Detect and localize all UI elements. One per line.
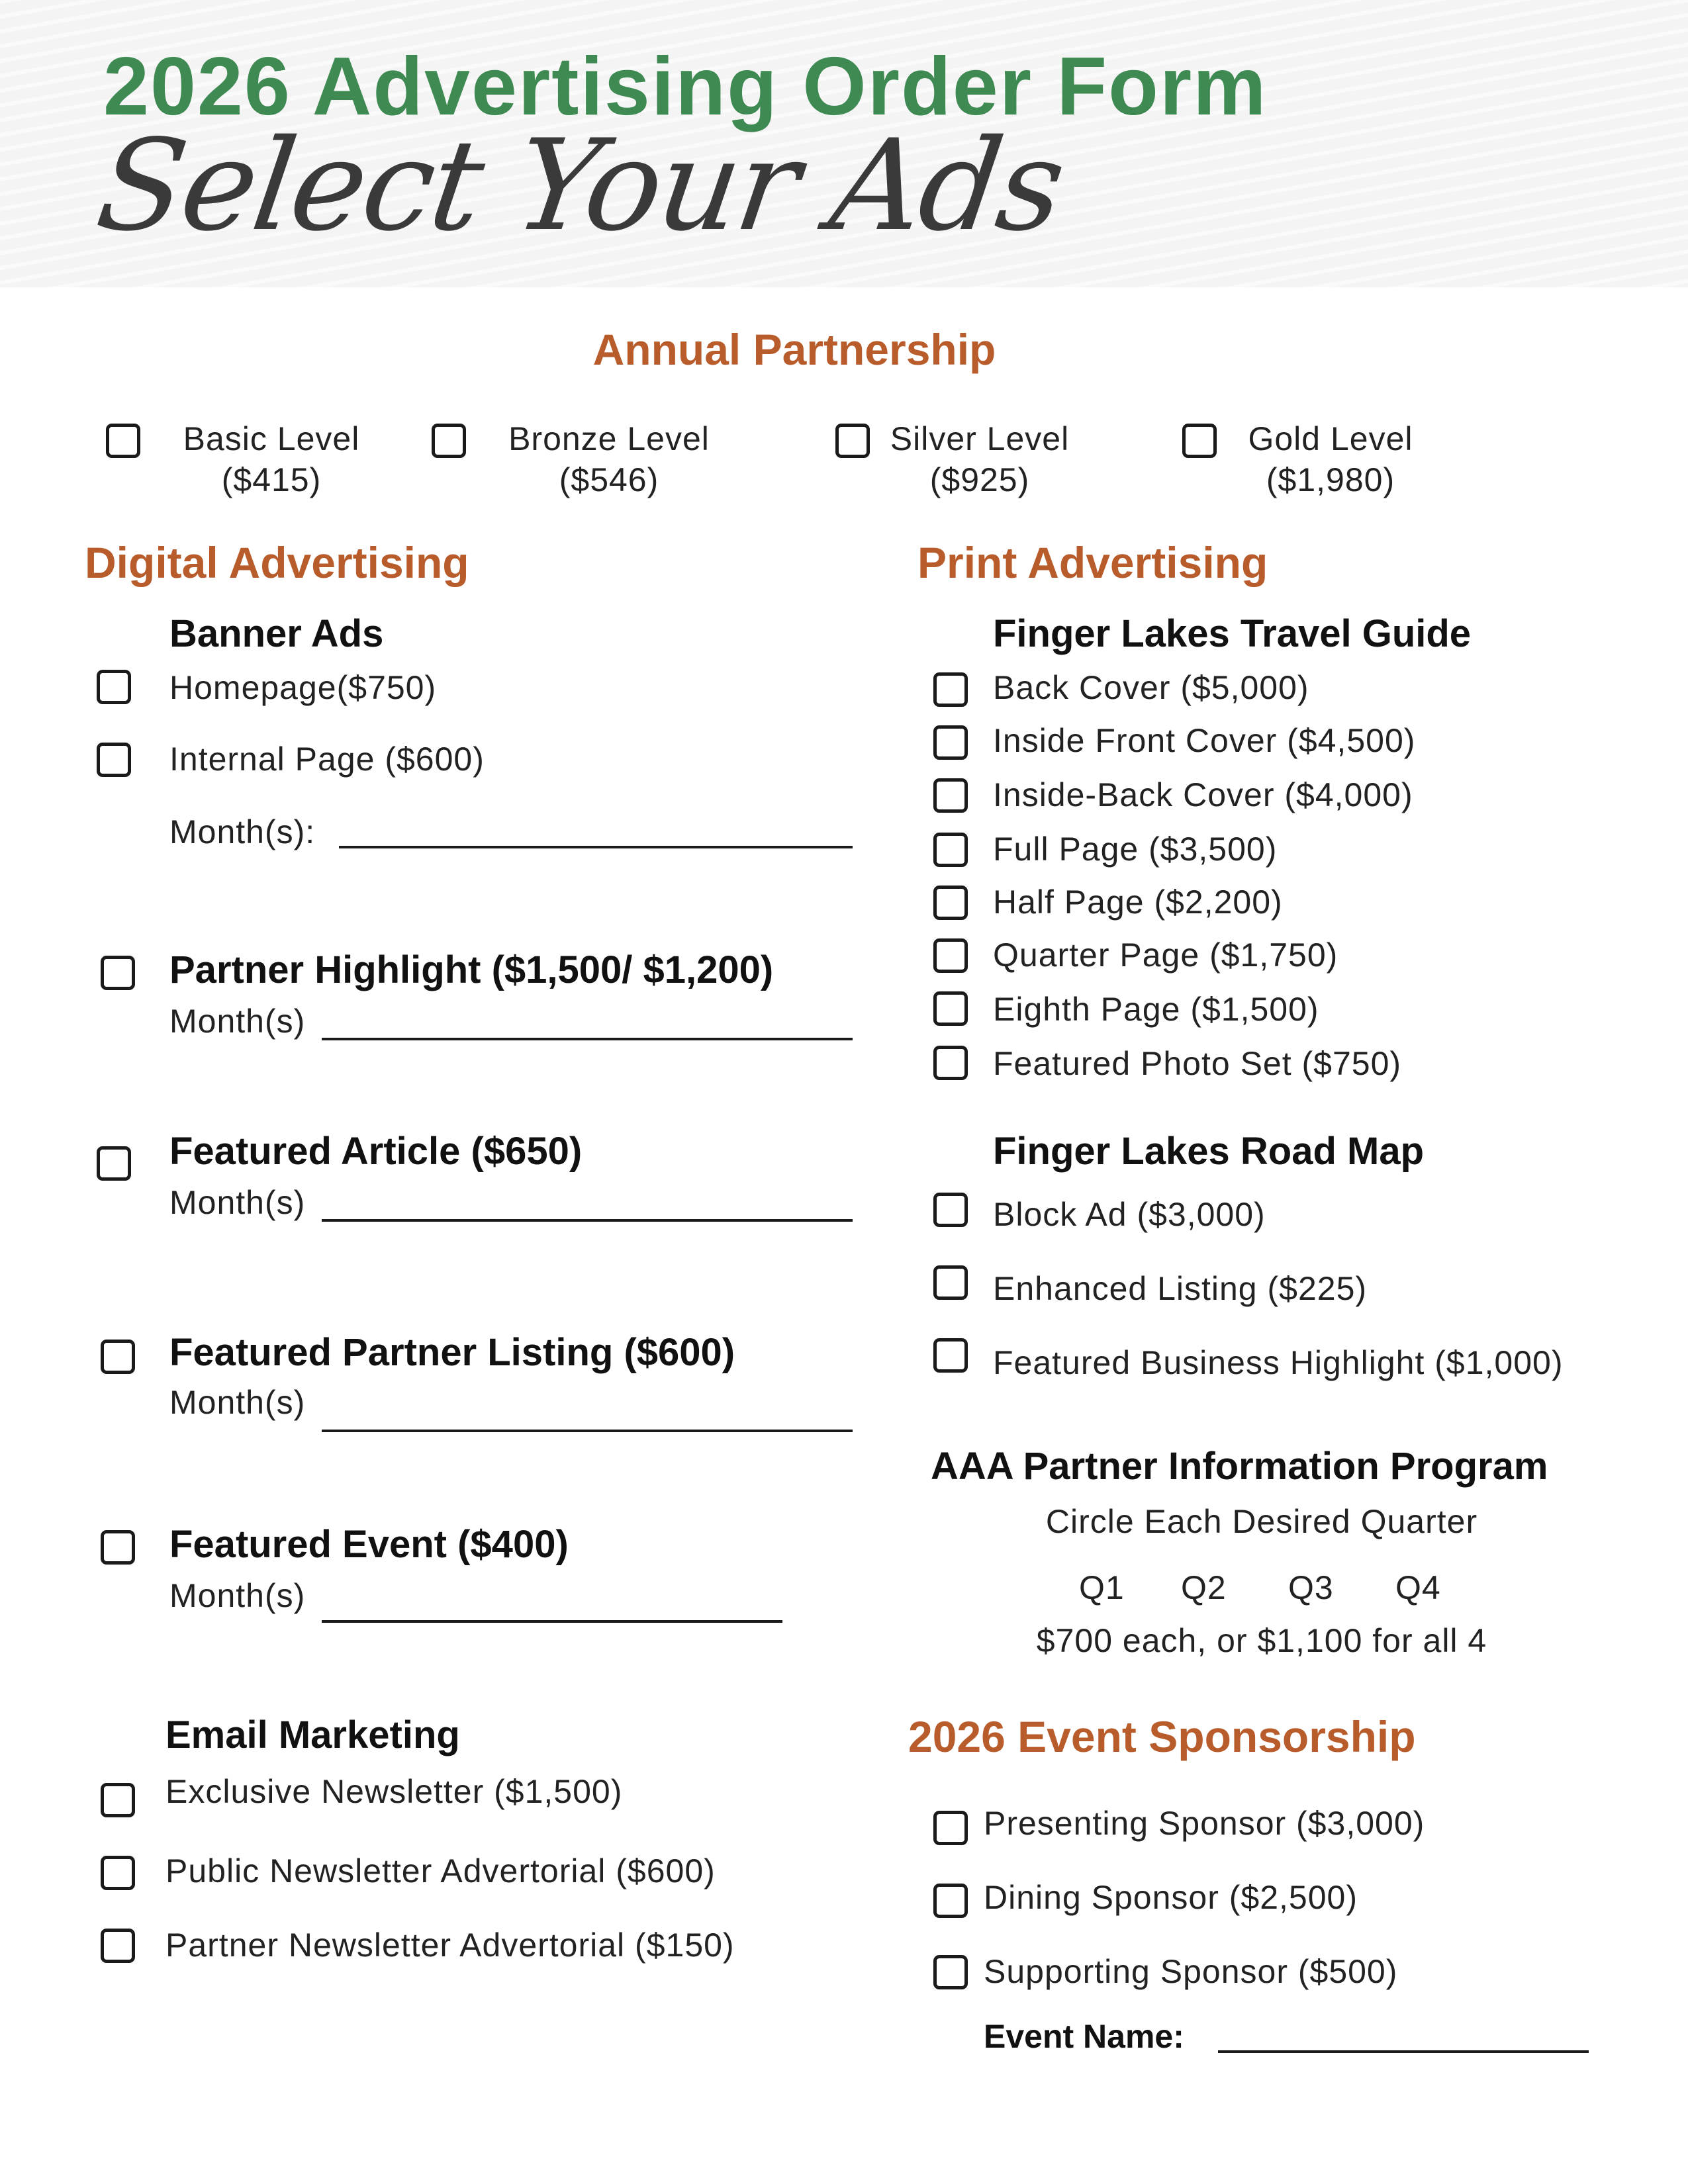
- bronze-level-checkbox[interactable]: [432, 424, 466, 458]
- quarter-q2[interactable]: Q2: [1181, 1569, 1227, 1606]
- presenting-sponsor-label: Presenting Sponsor ($3,000): [984, 1805, 1425, 1842]
- supporting-sponsor-checkbox[interactable]: [933, 1955, 968, 1989]
- basic-level-label: [159, 418, 384, 500]
- partner-highlight-checkbox[interactable]: [101, 956, 135, 990]
- banner-ads-heading: Banner Ads: [169, 612, 384, 655]
- quarter-q3[interactable]: Q3: [1288, 1569, 1334, 1606]
- bronze-level-price: ($546): [559, 461, 659, 498]
- inside-back-cover-label: Inside-Back Cover ($4,000): [993, 776, 1413, 813]
- digital-advertising-heading: Digital Advertising: [85, 538, 469, 587]
- featured-partner-listing-months-label: Month(s): [169, 1384, 306, 1421]
- full-page-label: Full Page ($3,500): [993, 831, 1278, 868]
- featured-article-months-field[interactable]: [322, 1219, 853, 1222]
- script-subtitle: Select Your Ads: [89, 113, 1071, 259]
- block-ad-label: Block Ad ($3,000): [993, 1196, 1266, 1233]
- silver-level-checkbox[interactable]: [835, 424, 870, 458]
- silver-level-price: ($925): [929, 461, 1030, 498]
- eighth-page-checkbox[interactable]: [933, 991, 968, 1026]
- aaa-program-heading: AAA Partner Information Program: [931, 1445, 1548, 1488]
- full-page-checkbox[interactable]: [933, 833, 968, 867]
- featured-article-months-label: Month(s): [169, 1184, 306, 1221]
- featured-photo-set-checkbox[interactable]: [933, 1046, 968, 1080]
- featured-photo-set-label: Featured Photo Set ($750): [993, 1045, 1402, 1082]
- banner-months-label: Month(s):: [169, 813, 316, 850]
- presenting-sponsor-checkbox[interactable]: [933, 1811, 968, 1845]
- supporting-sponsor-label: Supporting Sponsor ($500): [984, 1953, 1398, 1990]
- aaa-instruction: Circle Each Desired Quarter: [1045, 1503, 1478, 1540]
- annual-partnership-heading: Annual Partnership: [592, 325, 996, 374]
- dining-sponsor-checkbox[interactable]: [933, 1884, 968, 1918]
- aaa-pricing: $700 each, or $1,100 for all 4: [1036, 1622, 1487, 1659]
- road-map-heading: Finger Lakes Road Map: [993, 1130, 1425, 1173]
- bronze-level-name: Bronze Level: [508, 420, 710, 457]
- half-page-label: Half Page ($2,200): [993, 884, 1283, 921]
- inside-back-cover-checkbox[interactable]: [933, 778, 968, 813]
- basic-level-price: ($415): [221, 461, 322, 498]
- event-name-field[interactable]: [1218, 2050, 1589, 2053]
- featured-partner-listing-label: Featured Partner Listing ($600): [169, 1331, 735, 1374]
- featured-article-label: Featured Article ($650): [169, 1130, 583, 1173]
- email-marketing-heading: Email Marketing: [165, 1713, 460, 1756]
- quarter-page-label: Quarter Page ($1,750): [993, 936, 1338, 974]
- basic-level-name: Basic Level: [183, 420, 360, 457]
- eighth-page-label: Eighth Page ($1,500): [993, 991, 1319, 1028]
- page-title: 2026 Advertising Order Form: [103, 41, 1268, 132]
- featured-event-checkbox[interactable]: [101, 1530, 135, 1565]
- homepage-banner-checkbox[interactable]: [97, 670, 131, 704]
- partner-newsletter-label: Partner Newsletter Advertorial ($150): [165, 1927, 735, 1964]
- gold-level-price: ($1,980): [1266, 461, 1395, 498]
- gold-level-name: Gold Level: [1248, 420, 1413, 457]
- gold-level-checkbox[interactable]: [1182, 424, 1217, 458]
- public-newsletter-label: Public Newsletter Advertorial ($600): [165, 1852, 716, 1889]
- block-ad-checkbox[interactable]: [933, 1193, 968, 1227]
- featured-partner-listing-checkbox[interactable]: [101, 1340, 135, 1374]
- event-name-label: Event Name:: [984, 2018, 1184, 2055]
- back-cover-checkbox[interactable]: [933, 672, 968, 707]
- basic-level-checkbox[interactable]: [106, 424, 140, 458]
- featured-partner-listing-months-field[interactable]: [322, 1430, 853, 1432]
- featured-article-checkbox[interactable]: [97, 1146, 131, 1181]
- featured-business-highlight-label: Featured Business Highlight ($1,000): [993, 1344, 1564, 1381]
- banner-months-field[interactable]: [339, 846, 853, 848]
- enhanced-listing-label: Enhanced Listing ($225): [993, 1270, 1368, 1307]
- silver-level-name: Silver Level: [890, 420, 1070, 457]
- inside-front-cover-checkbox[interactable]: [933, 725, 968, 760]
- internal-page-banner-label: Internal Page ($600): [169, 741, 485, 778]
- partner-highlight-months-label: Month(s): [169, 1003, 306, 1040]
- exclusive-newsletter-checkbox[interactable]: [101, 1783, 135, 1817]
- bronze-level-label: [483, 418, 735, 500]
- event-sponsorship-heading: 2026 Event Sponsorship: [908, 1712, 1416, 1761]
- enhanced-listing-checkbox[interactable]: [933, 1265, 968, 1300]
- public-newsletter-checkbox[interactable]: [101, 1856, 135, 1890]
- inside-front-cover-label: Inside Front Cover ($4,500): [993, 722, 1416, 759]
- dining-sponsor-label: Dining Sponsor ($2,500): [984, 1879, 1358, 1916]
- travel-guide-heading: Finger Lakes Travel Guide: [993, 612, 1472, 655]
- homepage-banner-label: Homepage($750): [169, 669, 437, 706]
- partner-newsletter-checkbox[interactable]: [101, 1929, 135, 1963]
- featured-business-highlight-checkbox[interactable]: [933, 1338, 968, 1373]
- quarter-q1[interactable]: Q1: [1079, 1569, 1125, 1606]
- partner-highlight-months-field[interactable]: [322, 1038, 853, 1040]
- back-cover-label: Back Cover ($5,000): [993, 669, 1309, 706]
- partner-highlight-label: Partner Highlight ($1,500/ $1,200): [169, 948, 774, 991]
- featured-event-months-label: Month(s): [169, 1577, 306, 1614]
- exclusive-newsletter-label: Exclusive Newsletter ($1,500): [165, 1773, 623, 1810]
- print-advertising-heading: Print Advertising: [917, 538, 1268, 587]
- silver-level-label: [880, 418, 1079, 500]
- quarter-q4[interactable]: Q4: [1395, 1569, 1441, 1606]
- featured-event-months-field[interactable]: [322, 1620, 782, 1623]
- internal-page-banner-checkbox[interactable]: [97, 743, 131, 777]
- gold-level-label: [1238, 418, 1423, 500]
- featured-event-label: Featured Event ($400): [169, 1523, 569, 1566]
- half-page-checkbox[interactable]: [933, 886, 968, 920]
- quarter-page-checkbox[interactable]: [933, 938, 968, 973]
